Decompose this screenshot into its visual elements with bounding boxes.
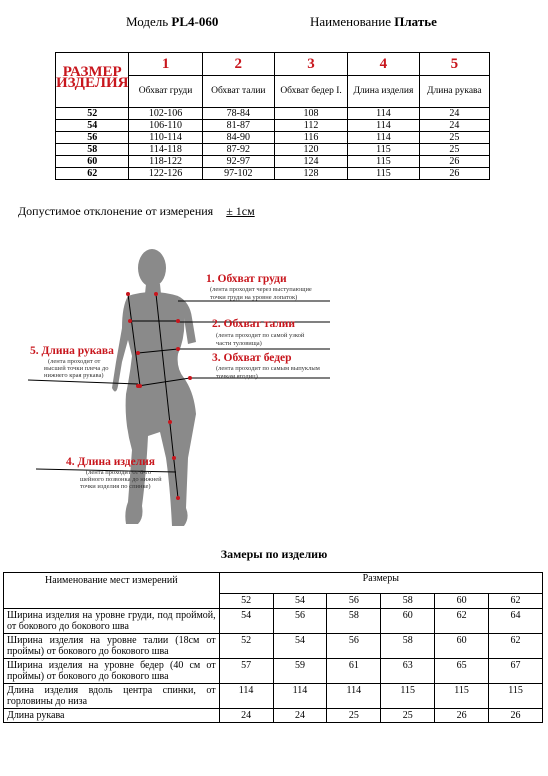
table-row bbox=[56, 120, 490, 132]
table-cell: 97-102 bbox=[202, 168, 274, 180]
table-row bbox=[4, 609, 543, 634]
size-header: РАЗМЕР ИЗДЕЛИЯ bbox=[56, 53, 129, 108]
garment-measurements-title: Замеры по изделию bbox=[220, 547, 328, 561]
annotation-text: точкам ягодиц) bbox=[216, 373, 258, 380]
measure-label: Обхват талии bbox=[202, 76, 274, 108]
table-cell: 106-110 bbox=[129, 120, 202, 132]
table-cell: 62 bbox=[435, 609, 489, 634]
measure-number: 3 bbox=[274, 53, 347, 76]
table-cell: 114 bbox=[348, 132, 420, 144]
table-cell: 54 bbox=[219, 609, 273, 634]
row-label: Длина рукава bbox=[4, 709, 220, 723]
table-cell: 87-92 bbox=[202, 144, 274, 156]
table-cell: 58 bbox=[381, 634, 435, 659]
size-header-cell: 52 bbox=[219, 594, 273, 609]
table-cell: 25 bbox=[327, 709, 381, 723]
table-cell: 65 bbox=[435, 659, 489, 684]
measurement-figure bbox=[0, 236, 548, 536]
measure-number: 4 bbox=[348, 53, 420, 76]
garment-measurements-table bbox=[3, 572, 543, 723]
size-cell: 54 bbox=[56, 120, 129, 132]
table-cell: 24 bbox=[219, 709, 273, 723]
table-cell: 115 bbox=[348, 168, 420, 180]
size-header-cell: 54 bbox=[273, 594, 327, 609]
name-label: Наименование bbox=[310, 14, 391, 29]
table-cell: 24 bbox=[419, 108, 489, 120]
size-header-cell: 60 bbox=[435, 594, 489, 609]
annotation-text: нижнего края рукава) bbox=[44, 372, 104, 379]
size-cell: 52 bbox=[56, 108, 129, 120]
size-chart-table bbox=[55, 52, 490, 180]
table-cell: 116 bbox=[274, 132, 347, 144]
row-label: Длина изделия вдоль центра спинки, от горловины до низа bbox=[4, 684, 220, 709]
table-row bbox=[4, 659, 543, 684]
tolerance-note bbox=[18, 204, 255, 219]
measure-number: 5 bbox=[419, 53, 489, 76]
table-row bbox=[56, 132, 490, 144]
table-row bbox=[4, 634, 543, 659]
table-cell: 114 bbox=[327, 684, 381, 709]
table-cell: 26 bbox=[419, 156, 489, 168]
model-value: PL4-060 bbox=[171, 14, 219, 29]
measure-label: Обхват бедер I. bbox=[274, 76, 347, 108]
annotation-title: 4. Длина изделия bbox=[66, 456, 156, 468]
table-cell: 24 bbox=[419, 120, 489, 132]
table-cell: 81-87 bbox=[202, 120, 274, 132]
annotation-title: 1. Обхват груди bbox=[206, 273, 287, 285]
table-cell: 128 bbox=[274, 168, 347, 180]
table-cell: 115 bbox=[381, 684, 435, 709]
table-cell: 25 bbox=[381, 709, 435, 723]
size-header-cell: 58 bbox=[381, 594, 435, 609]
table-cell: 114 bbox=[219, 684, 273, 709]
body-diagram bbox=[0, 236, 548, 536]
table-row bbox=[4, 709, 543, 723]
table-cell: 56 bbox=[273, 609, 327, 634]
annotation-sleeve bbox=[30, 345, 114, 379]
size-cell: 56 bbox=[56, 132, 129, 144]
tolerance-text: Допустимое отклонение от измерения bbox=[18, 204, 214, 218]
measure-label: Длина изделия bbox=[348, 76, 420, 108]
size-cell: 60 bbox=[56, 156, 129, 168]
annotation-title: 2. Обхват талии bbox=[212, 318, 296, 330]
annotation-text: высшей точки плеча до bbox=[44, 365, 109, 372]
table-cell: 84-90 bbox=[202, 132, 274, 144]
annotation-text: точки изделия по спинке) bbox=[80, 483, 151, 490]
table-row bbox=[56, 108, 490, 120]
table-cell: 120 bbox=[274, 144, 347, 156]
product-name-line bbox=[310, 14, 437, 30]
annotation-text: шейного позвонка до нижней bbox=[80, 476, 162, 483]
table-cell: 26 bbox=[435, 709, 489, 723]
annotation-title: 3. Обхват бедер bbox=[212, 352, 292, 364]
table-row bbox=[56, 144, 490, 156]
table-cell: 26 bbox=[419, 168, 489, 180]
size-cell: 58 bbox=[56, 144, 129, 156]
annotation-text: (лента проходит по самой узкой bbox=[216, 332, 305, 339]
table-cell: 102-106 bbox=[129, 108, 202, 120]
table-cell: 26 bbox=[489, 709, 543, 723]
table-cell: 61 bbox=[327, 659, 381, 684]
measure-label: Длина рукава bbox=[419, 76, 489, 108]
table-cell: 115 bbox=[489, 684, 543, 709]
annotation-text: (лента проходит от 6-го bbox=[86, 469, 152, 476]
table-row bbox=[56, 168, 490, 180]
table-cell: 25 bbox=[419, 144, 489, 156]
table-cell: 59 bbox=[273, 659, 327, 684]
annotation-text: (лента проходит по самым выпуклым bbox=[216, 365, 320, 372]
table-cell: 114 bbox=[273, 684, 327, 709]
table-cell: 54 bbox=[273, 634, 327, 659]
table-row bbox=[56, 156, 490, 168]
table-cell: 114 bbox=[348, 120, 420, 132]
table-cell: 63 bbox=[381, 659, 435, 684]
corner-header: Наименование мест измерений bbox=[4, 573, 220, 609]
row-label: Ширина изделия на уровне груди, под проймой, от бокового до бокового шва bbox=[4, 609, 220, 634]
table-cell: 110-114 bbox=[129, 132, 202, 144]
size-cell: 62 bbox=[56, 168, 129, 180]
table-cell: 58 bbox=[327, 609, 381, 634]
annotation-length bbox=[66, 456, 162, 490]
annotation-title: 5. Длина рукава bbox=[30, 345, 114, 357]
table-cell: 114-118 bbox=[129, 144, 202, 156]
measure-label: Обхват груди bbox=[129, 76, 202, 108]
table-cell: 57 bbox=[219, 659, 273, 684]
model-line bbox=[126, 14, 218, 30]
table-cell: 112 bbox=[274, 120, 347, 132]
annotation-text: (лента проходит через выступающие bbox=[210, 286, 312, 293]
table-cell: 60 bbox=[381, 609, 435, 634]
size-header-cell: 56 bbox=[327, 594, 381, 609]
annotation-text: точки груди на уровне лопаток) bbox=[210, 294, 298, 301]
table-cell: 108 bbox=[274, 108, 347, 120]
table-cell: 115 bbox=[348, 144, 420, 156]
measure-number: 1 bbox=[129, 53, 202, 76]
annotation-text: (лента проходит от bbox=[48, 358, 101, 365]
table-row bbox=[4, 684, 543, 709]
annotation-waist bbox=[212, 318, 305, 347]
row-label: Ширина изделия на уровне бедер (40 см от проймы) от бокового до бокового шва bbox=[4, 659, 220, 684]
sizes-header: Размеры bbox=[219, 573, 542, 594]
table-cell: 67 bbox=[489, 659, 543, 684]
table-cell: 122-126 bbox=[129, 168, 202, 180]
table-cell: 64 bbox=[489, 609, 543, 634]
table-cell: 25 bbox=[419, 132, 489, 144]
annotation-chest bbox=[206, 273, 312, 301]
name-value: Платье bbox=[394, 14, 437, 29]
table-cell: 78-84 bbox=[202, 108, 274, 120]
table-cell: 52 bbox=[219, 634, 273, 659]
table-cell: 124 bbox=[274, 156, 347, 168]
table-cell: 92-97 bbox=[202, 156, 274, 168]
table-cell: 24 bbox=[273, 709, 327, 723]
size-header-cell: 62 bbox=[489, 594, 543, 609]
annotation-text: части туловища) bbox=[216, 340, 262, 347]
tolerance-value: ± 1см bbox=[226, 204, 255, 218]
table-cell: 60 bbox=[435, 634, 489, 659]
table-cell: 114 bbox=[348, 108, 420, 120]
row-label: Ширина изделия на уровне талии (18см от проймы) от бокового до бокового шва bbox=[4, 634, 220, 659]
table-cell: 115 bbox=[348, 156, 420, 168]
annotation-hips bbox=[212, 352, 320, 380]
measure-number: 2 bbox=[202, 53, 274, 76]
model-label: Модель bbox=[126, 14, 169, 29]
table-cell: 62 bbox=[489, 634, 543, 659]
table-cell: 56 bbox=[327, 634, 381, 659]
table-cell: 118-122 bbox=[129, 156, 202, 168]
table-cell: 115 bbox=[435, 684, 489, 709]
